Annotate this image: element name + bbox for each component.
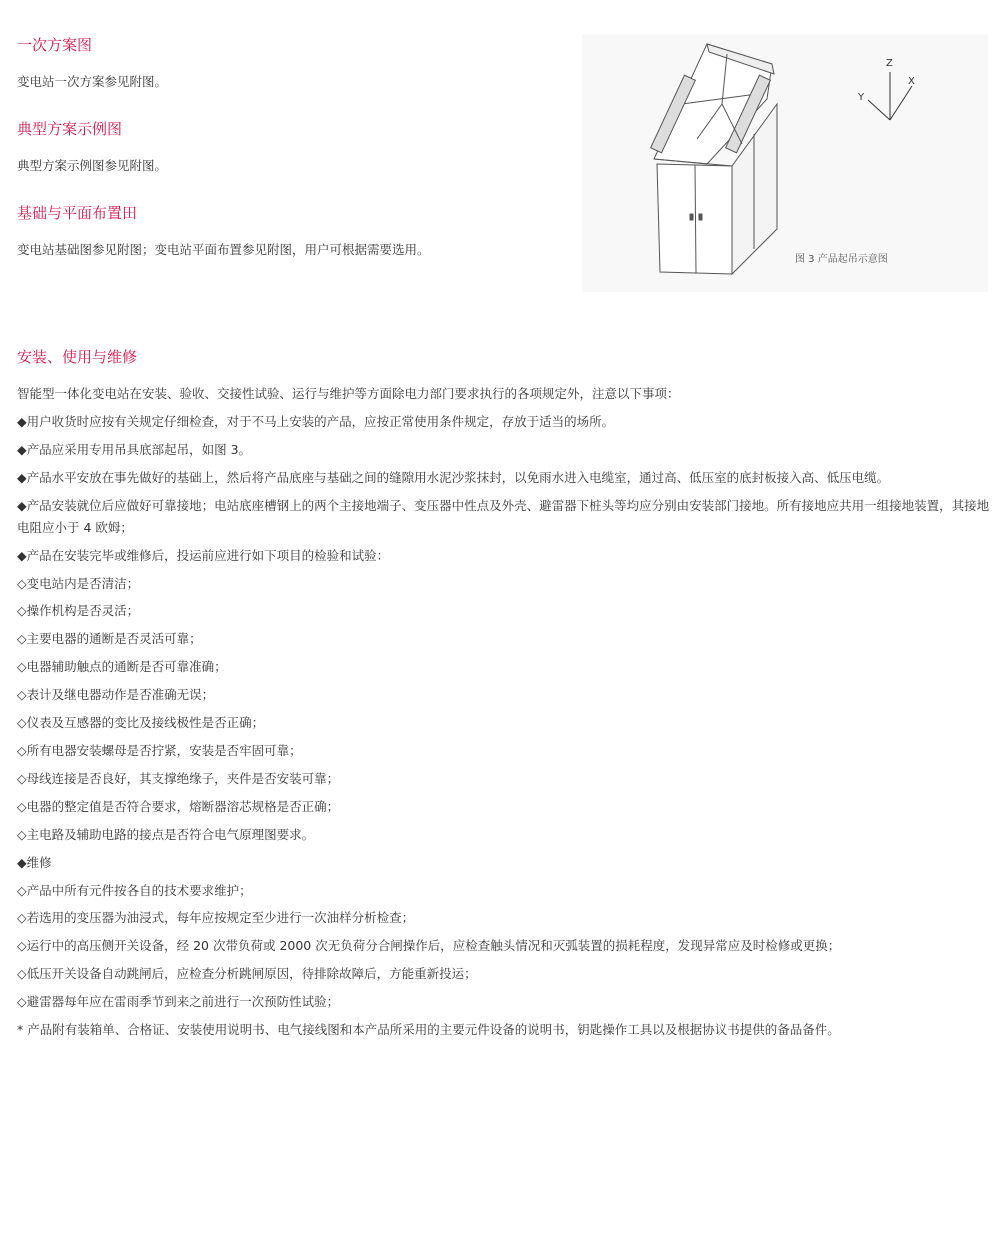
note-line: 智能型一体化变电站在安装、验收、交接性试验、运行与维护等方面除电力部门要求执行的各项规定外，注意以下事项： [17,386,680,401]
y-axis-line [868,100,890,120]
note-line: ◇低压开关设备自动跳闸后，应检查分析跳闸原因，待排除故障后，方能重新投运； [17,966,477,982]
installation-notes [17,380,992,1044]
section-heading-primary-scheme: 一次方案图 [17,36,93,54]
note-line: ◇变电站内是否清洁； [17,575,140,591]
section-text-foundation-layout: 变电站基础图参见附图；变电站平面布置参见附图，用户可根据需要选用。 [17,242,430,257]
note-line: ◆产品应采用专用吊具底部起吊，如图 3。 [17,441,252,457]
note-line: ◇所有电器安装螺母是否拧紧，安装是否牢固可靠； [17,742,302,758]
note-line: ◇主电路及辅助电路的接点是否符合电气原理图要求。 [17,826,315,842]
note-line: ◇主要电器的通断是否灵活可靠； [17,631,202,647]
figure-caption: 图 3 产品起吊示意图 [795,254,888,265]
x-axis-label: X [908,76,915,87]
note-line: ◆产品安装就位后应做好可靠接地；电站底座槽钢上的两个主接地端子、变压器中性点及外壳、避雷器下桩头等均应分别由安装部门接地。所有接地应共用一组接地装置，其接地电阻应小于 4 欧姆； [17,497,990,535]
section-text-typical-scheme: 典型方案示例图参见附图。 [17,158,168,173]
note-line: ◇表计及继电器动作是否准确无误； [17,687,215,703]
note-line: ◇运行中的高压侧开关设备，经 20 次带负荷或 2000 次无负荷分合闸操作后，应检查触头情况和灭弧装置的损耗程度，发现异常应及时检修或更换； [17,938,841,954]
section-heading-typical-scheme: 典型方案示例图 [17,120,123,138]
note-line: ◇操作机构是否灵活； [17,603,140,619]
lifting-diagram-figure [582,34,988,292]
section-heading-installation: 安装、使用与维修 [17,348,138,366]
note-line: ◇避雷器每年应在雷雨季节到来之前进行一次预防性试验； [17,994,340,1010]
note-line: ◇电器的整定值是否符合要求，熔断器溶芯规格是否正确； [17,798,340,814]
note-line: * 产品附有装箱单、合格证、安装使用说明书、电气接线图和本产品所采用的主要元件设备的说明书，钥匙操作工具以及根据协议书提供的备品备件。 [17,1022,840,1038]
note-line: ◇电器辅助触点的通断是否可靠准确； [17,659,227,675]
x-axis-line [890,86,912,120]
z-axis-label: Z [886,58,893,69]
section-heading-foundation-layout: 基础与平面布置田 [17,204,138,222]
note-line: ◆维修 [17,854,52,870]
note-line: ◆产品水平安放在事先做好的基础上，然后将产品底座与基础之间的缝隙用水泥沙浆抹封，以免雨水进入电缆室，通过高、低压室的底封板接入高、低压电缆。 [17,469,890,485]
section-text-primary-scheme: 变电站一次方案参见附图。 [17,74,168,89]
note-line: ◆产品在安装完毕或维修后，投运前应进行如下项目的检验和试验： [17,547,390,563]
y-axis-label: Y [858,92,865,103]
note-line: ◇仪表及互感器的变比及接线极性是否正确； [17,715,265,731]
substation-lifting-drawing [582,34,988,292]
note-line: ◇若选用的变压器为油浸式，每年应按规定至少进行一次油样分析检查； [17,910,415,926]
note-line: ◆用户收货时应按有关规定仔细检查，对于不马上安装的产品，应按正常使用条件规定，存放于适当的场所。 [17,413,615,429]
note-line: ◇产品中所有元件按各自的技术要求维护； [17,882,252,898]
note-line: ◇母线连接是否良好，其支撑绝缘子，夹件是否安装可靠； [17,770,340,786]
